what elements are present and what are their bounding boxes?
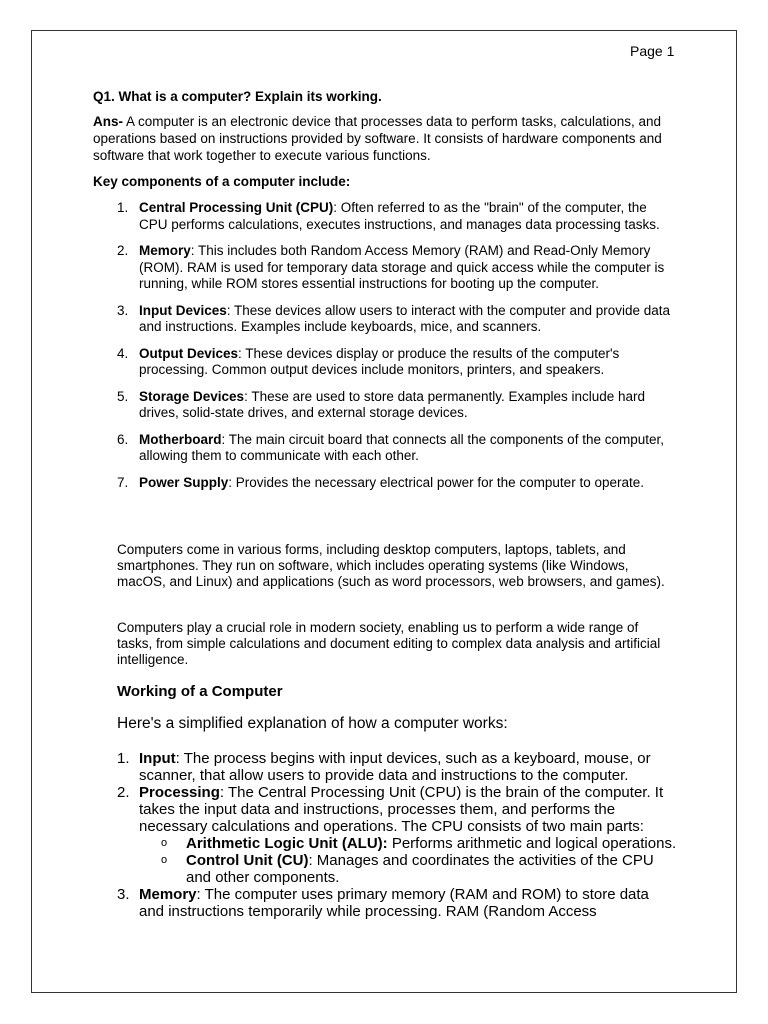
list-item <box>117 784 677 886</box>
forms-paragraph: Computers come in various forms, including desktop computers, laptops, tablets, and smartphones. They run on software, which includes operating systems (like Windows, macOS, and Linux) and applications (such as word processors, web browsers, and games). <box>117 542 665 589</box>
item-term: Power Supply <box>139 474 229 490</box>
item-term: Central Processing Unit (CPU) <box>139 200 334 215</box>
item-desc: : Manages and coordinates the activities of the CPU and other components. <box>186 852 654 886</box>
item-desc: : The Central Processing Unit (CPU) is the brain of the computer. It takes the input data and instructions, processes them, and performs the necessary calculations and operations. The CPU consists of two main parts: <box>139 784 664 835</box>
item-number: 2. <box>117 243 129 258</box>
components-list <box>117 200 677 501</box>
item-desc: : These devices display or produce the results of the computer's processing. Common output devices include monitors, printers, and speakers. <box>139 345 620 377</box>
working-steps-list <box>117 750 677 920</box>
item-term: Memory <box>139 243 191 258</box>
item-term: Output Devices <box>139 345 239 361</box>
item-term: Control Unit (CU) <box>186 852 309 869</box>
bullet-icon: o <box>161 854 168 866</box>
sublist-item <box>139 835 677 852</box>
item-number: 2. <box>117 784 130 801</box>
item-desc: : This includes both Random Access Memory (RAM) and Read-Only Memory (ROM). RAM is used for temporary data storage and quick access while the computer is running, while ROM stores essential instructions for booting up the computer. <box>139 243 665 291</box>
item-term: Storage Devices <box>139 388 245 404</box>
list-item <box>117 243 677 293</box>
page-number: Page 1 <box>630 43 675 59</box>
list-item <box>117 886 677 920</box>
item-desc: : The main circuit board that connects all the components of the computer, allowing them to communicate with each other. <box>139 431 664 463</box>
key-components-heading: Key components of a computer include: <box>93 174 351 189</box>
item-number: 1. <box>117 200 129 215</box>
item-desc: Performs arithmetic and logical operations. <box>387 835 677 852</box>
list-item <box>117 389 677 422</box>
question-heading: Q1. What is a computer? Explain its working. <box>93 89 382 104</box>
item-number: 4. <box>117 345 129 361</box>
item-desc: : Often referred to as the "brain" of the computer, the CPU performs calculations, executes instructions, and manages data processing tasks. <box>139 200 660 232</box>
item-term: Memory <box>139 886 197 903</box>
answer-prefix: Ans- <box>93 114 123 129</box>
list-item <box>117 346 677 379</box>
list-item <box>117 432 677 465</box>
item-term: Motherboard <box>139 431 222 447</box>
item-term: Processing <box>139 784 220 801</box>
item-number: 5. <box>117 388 129 404</box>
working-heading: Working of a Computer <box>117 683 283 700</box>
item-term: Input <box>139 750 176 767</box>
answer-paragraph <box>93 113 673 164</box>
item-desc: : The computer uses primary memory (RAM and ROM) to store data and instructions temporarily while processing. RAM (Random Access <box>139 886 649 920</box>
answer-text: A computer is an electronic device that processes data to perform tasks, calculations, and operations based on instructions provided by software. It consists of hardware components and software that work together to execute various functions. <box>93 114 662 163</box>
list-item <box>117 750 677 784</box>
working-intro: Here's a simplified explanation of how a computer works: <box>117 715 508 732</box>
item-term: Arithmetic Logic Unit (ALU): <box>186 835 388 852</box>
list-item <box>117 475 677 492</box>
item-number: 3. <box>117 302 129 318</box>
item-desc: : These devices allow users to interact with the computer and provide data and instructions. Examples include keyboards, mice, and scanners. <box>139 302 671 334</box>
sublist <box>139 835 677 886</box>
item-term: Input Devices <box>139 302 227 318</box>
role-paragraph: Computers play a crucial role in modern society, enabling us to perform a wide range of tasks, from simple calculations and document editing to complex data analysis and artificial intelligence. <box>117 620 661 667</box>
list-item <box>117 303 677 336</box>
sublist-item <box>139 852 677 886</box>
item-number: 1. <box>117 750 130 767</box>
item-number: 3. <box>117 886 130 903</box>
item-number: 7. <box>117 474 129 490</box>
item-desc: : Provides the necessary electrical power for the computer to operate. <box>228 474 644 490</box>
bullet-icon: o <box>161 837 168 849</box>
document-page <box>31 30 737 993</box>
list-item <box>117 200 677 233</box>
item-number: 6. <box>117 431 129 447</box>
item-desc: : The process begins with input devices, such as a keyboard, mouse, or scanner, that allow users to provide data and instructions to the computer. <box>139 750 651 784</box>
item-desc: : These are used to store data permanently. Examples include hard drives, solid-state drives, and external storage devices. <box>139 388 646 420</box>
